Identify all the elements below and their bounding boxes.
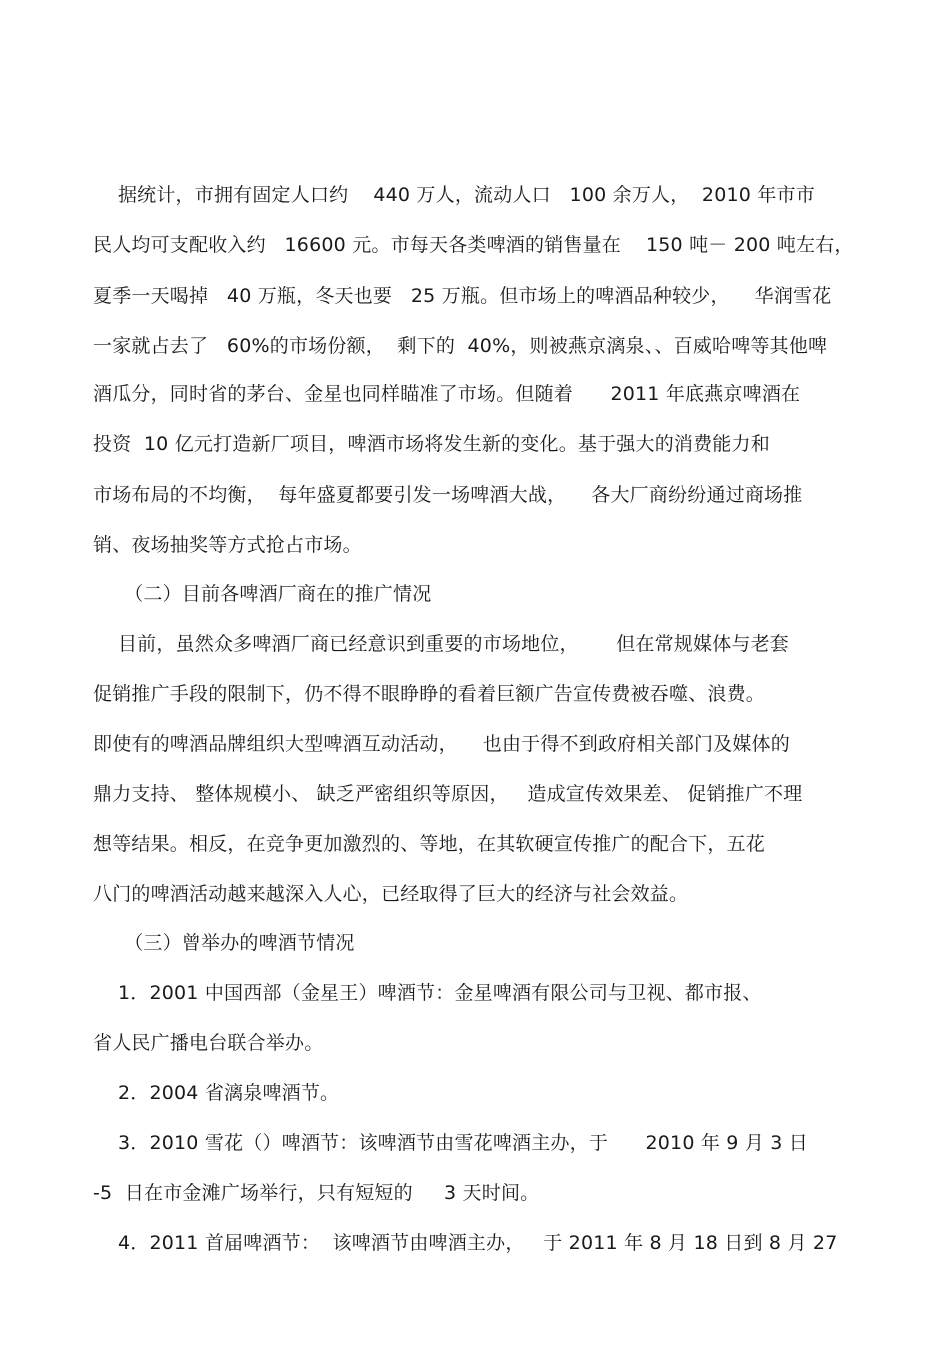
section-heading: （二）目前各啤酒厂商在的推广情况 (93, 583, 432, 605)
text-line: 八门的啤酒活动越来越深入人心，已经取得了巨大的经济与社会效益。 (93, 883, 689, 905)
text-line: 一家就占去了 60%的市场份额， 剩下的 40%，则被燕京漓泉、、百威哈啤等其他啤 (93, 335, 828, 357)
text-line: 想等结果。相反，在竞争更加激烈的、等地，在其软硬宣传推广的配合下，五花 (93, 833, 766, 855)
list-item: 1．2001 中国西部（金星王）啤酒节：金星啤酒有限公司与卫视、都市报、 (93, 982, 762, 1004)
list-item: 2．2004 省漓泉啤酒节。 (93, 1082, 340, 1104)
text-line: 鼎力支持、 整体规模小、 缺乏严密组织等原因， 造成宣传效果差、 促销推广不理 (93, 783, 803, 805)
text-line: 省人民广播电台联合举办。 (93, 1032, 324, 1054)
list-item: 4．2011 首届啤酒节： 该啤酒节由啤酒主办， 于 2011 年 8 月 18 日到 8 月 27 (93, 1232, 838, 1254)
text-line: -5 日在市金滩广场举行，只有短短的 3 天时间。 (93, 1182, 540, 1204)
text-line: 酒瓜分，同时省的茅台、金星也同样瞄准了市场。但随着 2011 年底燕京啤酒在 (93, 383, 801, 405)
text-line: 民人均可支配收入约 16600 元。市每天各类啤酒的销售量在 150 吨－ 200 吨左右， (93, 234, 854, 256)
text-line: 销、夜场抽奖等方式抢占市场。 (93, 534, 362, 556)
text-line: 投资 10 亿元打造新厂项目，啤酒市场将发生新的变化。基于强大的消费能力和 (93, 433, 770, 455)
text-line: 即使有的啤酒品牌组织大型啤酒互动活动， 也由于得不到政府相关部门及媒体的 (93, 733, 790, 755)
text-line: 促销推广手段的限制下，仍不得不眼睁睁的看着巨额广告宣传费被吞噬、浪费。 (93, 683, 766, 705)
text-line: 目前，虽然众多啤酒厂商已经意识到重要的市场地位， 但在常规媒体与老套 (93, 633, 789, 655)
section-heading: （三）曾举办的啤酒节情况 (93, 932, 355, 954)
text-line: 夏季一天喝掉 40 万瓶，冬天也要 25 万瓶。但市场上的啤酒品种较少， 华润雪花 (93, 285, 832, 307)
text-line: 据统计，市拥有固定人口约 440 万人，流动人口 100 余万人， 2010 年市市 (93, 184, 815, 206)
list-item: 3．2010 雪花（）啤酒节：该啤酒节由雪花啤酒主办，于 2010 年 9 月 3 日 (93, 1132, 809, 1154)
text-line: 市场布局的不均衡， 每年盛夏都要引发一场啤酒大战， 各大厂商纷纷通过商场推 (93, 484, 803, 506)
